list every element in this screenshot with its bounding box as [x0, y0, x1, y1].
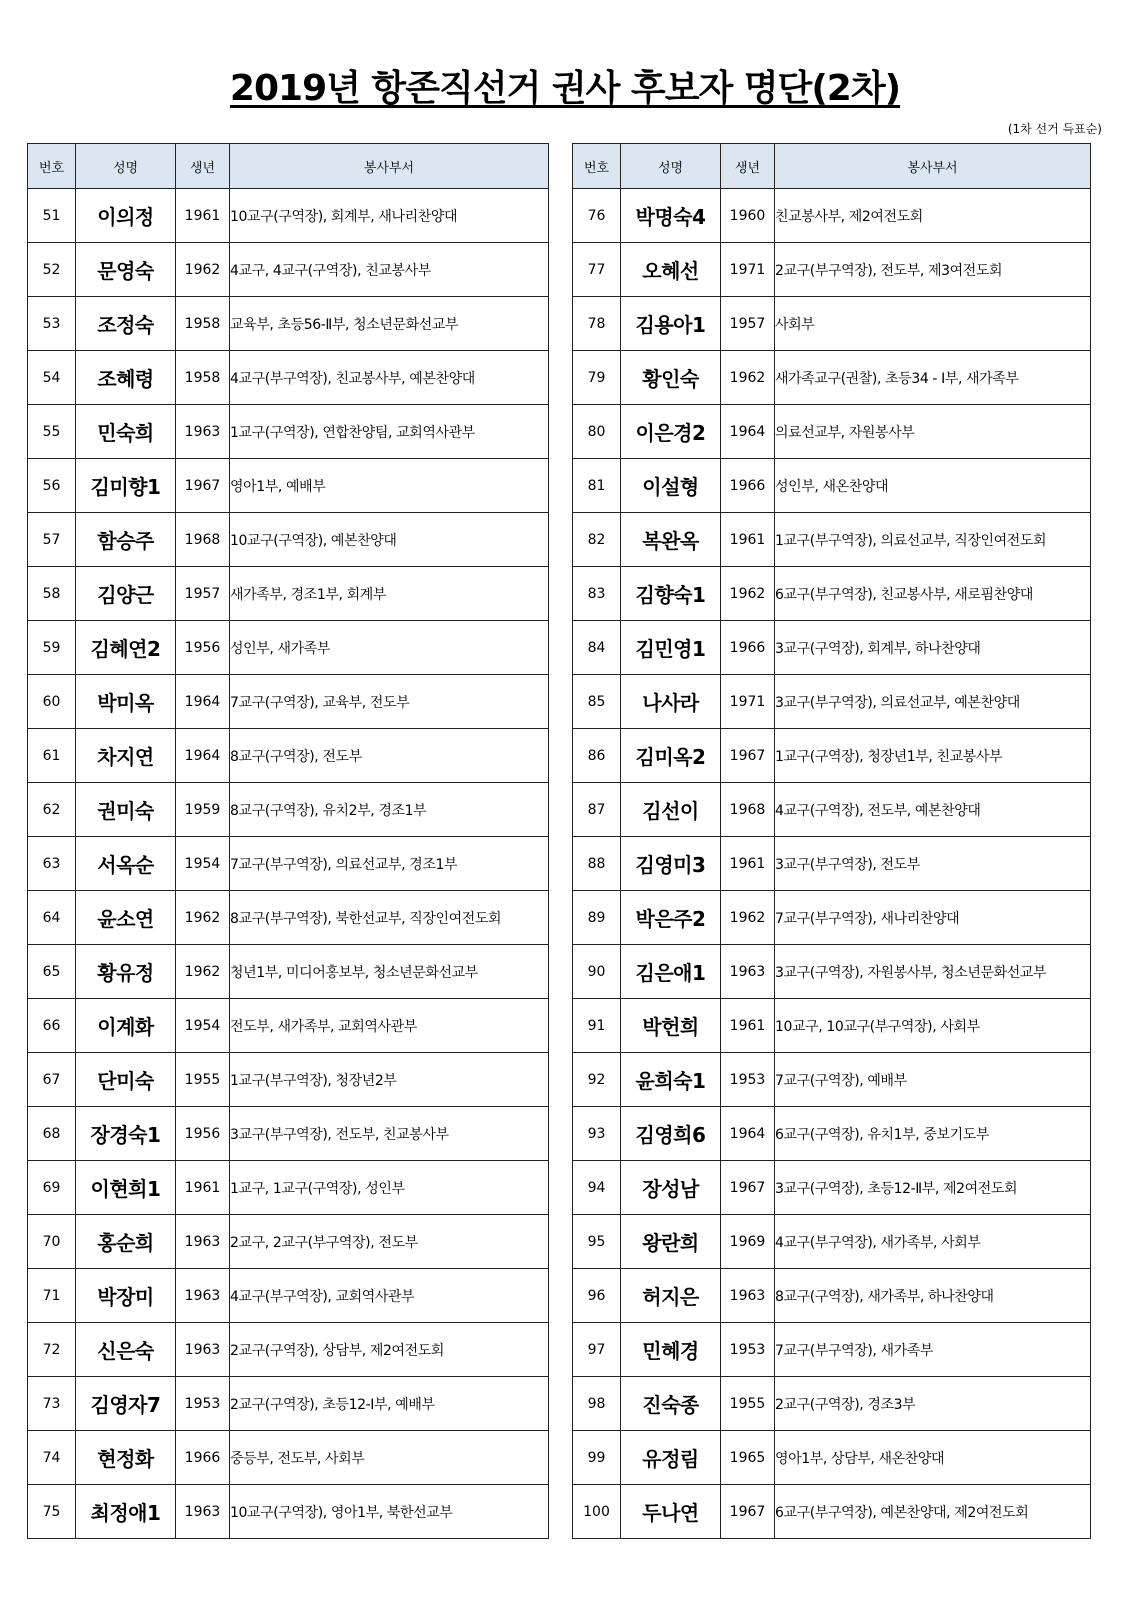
service-departments: 3교구(구역장), 회계부, 하나찬양대 — [775, 621, 1091, 675]
candidate-number: 65 — [28, 945, 76, 999]
candidate-number: 94 — [573, 1161, 621, 1215]
candidate-number: 72 — [28, 1323, 76, 1377]
birth-year: 1964 — [176, 729, 230, 783]
service-departments: 8교구(구역장), 전도부 — [230, 729, 549, 783]
service-departments: 7교구(부구역장), 의료선교부, 경조1부 — [230, 837, 549, 891]
candidate-number: 74 — [28, 1431, 76, 1485]
candidate-number: 75 — [28, 1485, 76, 1539]
table-row — [573, 351, 1091, 405]
birth-year: 1964 — [721, 405, 775, 459]
service-departments: 8교구(부구역장), 북한선교부, 직장인여전도회 — [230, 891, 549, 945]
header-department: 봉사부서 — [775, 144, 1091, 189]
candidate-name: 왕란희 — [621, 1215, 721, 1269]
table-row — [28, 675, 549, 729]
table-row — [573, 297, 1091, 351]
service-departments: 6교구(구역장), 유치1부, 중보기도부 — [775, 1107, 1091, 1161]
birth-year: 1962 — [721, 891, 775, 945]
birth-year: 1962 — [176, 891, 230, 945]
birth-year: 1965 — [721, 1431, 775, 1485]
birth-year: 1962 — [721, 351, 775, 405]
service-departments: 1교구(구역장), 청장년1부, 친교봉사부 — [775, 729, 1091, 783]
table-row — [28, 891, 549, 945]
service-departments: 교육부, 초등56-Ⅱ부, 청소년문화선교부 — [230, 297, 549, 351]
table-row — [28, 297, 549, 351]
service-departments: 친교봉사부, 제2여전도회 — [775, 189, 1091, 243]
candidate-number: 52 — [28, 243, 76, 297]
birth-year: 1967 — [721, 729, 775, 783]
candidate-name: 김미옥2 — [621, 729, 721, 783]
table-row — [28, 513, 549, 567]
service-departments: 3교구(부구역장), 전도부 — [775, 837, 1091, 891]
table-row — [28, 837, 549, 891]
candidate-name: 단미숙 — [76, 1053, 176, 1107]
table-row — [573, 1377, 1091, 1431]
table-row — [28, 1161, 549, 1215]
candidate-name: 이설형 — [621, 459, 721, 513]
service-departments: 영아1부, 예배부 — [230, 459, 549, 513]
birth-year: 1962 — [176, 945, 230, 999]
birth-year: 1958 — [176, 297, 230, 351]
service-departments: 의료선교부, 자원봉사부 — [775, 405, 1091, 459]
service-departments: 4교구, 4교구(구역장), 친교봉사부 — [230, 243, 549, 297]
table-row — [573, 1161, 1091, 1215]
table-row — [28, 243, 549, 297]
candidate-name: 김미향1 — [76, 459, 176, 513]
candidate-name: 복완옥 — [621, 513, 721, 567]
candidate-number: 88 — [573, 837, 621, 891]
table-row — [573, 783, 1091, 837]
sort-note: (1차 선거 득표순) — [1007, 122, 1102, 136]
candidate-name: 함승주 — [76, 513, 176, 567]
birth-year: 1957 — [176, 567, 230, 621]
candidate-number: 96 — [573, 1269, 621, 1323]
candidate-name: 이계화 — [76, 999, 176, 1053]
birth-year: 1964 — [176, 675, 230, 729]
table-row — [28, 1107, 549, 1161]
birth-year: 1963 — [176, 1215, 230, 1269]
candidate-number: 95 — [573, 1215, 621, 1269]
service-departments: 성인부, 새온찬양대 — [775, 459, 1091, 513]
candidate-number: 60 — [28, 675, 76, 729]
service-departments: 2교구(부구역장), 전도부, 제3여전도회 — [775, 243, 1091, 297]
candidate-name: 박은주2 — [621, 891, 721, 945]
service-departments: 3교구(구역장), 초등12-Ⅱ부, 제2여전도회 — [775, 1161, 1091, 1215]
service-departments: 1교구, 1교구(구역장), 성인부 — [230, 1161, 549, 1215]
birth-year: 1955 — [721, 1377, 775, 1431]
candidate-table-right — [572, 143, 1091, 1539]
candidate-name: 박명숙4 — [621, 189, 721, 243]
candidate-number: 83 — [573, 567, 621, 621]
candidate-number: 68 — [28, 1107, 76, 1161]
birth-year: 1967 — [721, 1485, 775, 1539]
candidate-name: 홍순희 — [76, 1215, 176, 1269]
table-row — [573, 513, 1091, 567]
candidate-number: 84 — [573, 621, 621, 675]
candidate-name: 허지은 — [621, 1269, 721, 1323]
candidate-number: 54 — [28, 351, 76, 405]
candidate-name: 민숙희 — [76, 405, 176, 459]
table-row — [28, 621, 549, 675]
birth-year: 1958 — [176, 351, 230, 405]
service-departments: 8교구(구역장), 새가족부, 하나찬양대 — [775, 1269, 1091, 1323]
candidate-number: 76 — [573, 189, 621, 243]
candidate-number: 78 — [573, 297, 621, 351]
candidate-number: 79 — [573, 351, 621, 405]
service-departments: 4교구(부구역장), 교회역사관부 — [230, 1269, 549, 1323]
birth-year: 1959 — [176, 783, 230, 837]
table-row — [573, 1323, 1091, 1377]
candidate-number: 57 — [28, 513, 76, 567]
table-row — [28, 1377, 549, 1431]
birth-year: 1953 — [721, 1053, 775, 1107]
table-body — [28, 189, 549, 1539]
table-row — [573, 1269, 1091, 1323]
candidate-name: 김영미3 — [621, 837, 721, 891]
table-row — [573, 1053, 1091, 1107]
candidate-number: 87 — [573, 783, 621, 837]
table-row — [573, 567, 1091, 621]
birth-year: 1967 — [721, 1161, 775, 1215]
candidate-name: 황인숙 — [621, 351, 721, 405]
candidate-number: 64 — [28, 891, 76, 945]
table-row — [573, 405, 1091, 459]
service-departments: 6교구(부구역장), 친교봉사부, 새로핌찬양대 — [775, 567, 1091, 621]
table-row — [573, 459, 1091, 513]
birth-year: 1957 — [721, 297, 775, 351]
candidate-number: 61 — [28, 729, 76, 783]
birth-year: 1953 — [721, 1323, 775, 1377]
birth-year: 1966 — [721, 459, 775, 513]
service-departments: 10교구(구역장), 영아1부, 북한선교부 — [230, 1485, 549, 1539]
candidate-number: 85 — [573, 675, 621, 729]
service-departments: 1교구(부구역장), 청장년2부 — [230, 1053, 549, 1107]
birth-year: 1968 — [721, 783, 775, 837]
service-departments: 청년1부, 미디어홍보부, 청소년문화선교부 — [230, 945, 549, 999]
candidate-name: 김양근 — [76, 567, 176, 621]
service-departments: 10교구(구역장), 회계부, 새나리찬양대 — [230, 189, 549, 243]
candidate-number: 99 — [573, 1431, 621, 1485]
birth-year: 1967 — [176, 459, 230, 513]
candidate-name: 신은숙 — [76, 1323, 176, 1377]
birth-year: 1963 — [721, 1269, 775, 1323]
candidate-number: 53 — [28, 297, 76, 351]
candidate-name: 진숙종 — [621, 1377, 721, 1431]
service-departments: 7교구(구역장), 예배부 — [775, 1053, 1091, 1107]
candidate-name: 최정애1 — [76, 1485, 176, 1539]
birth-year: 1961 — [721, 513, 775, 567]
table-row — [28, 351, 549, 405]
table-row — [28, 999, 549, 1053]
table-row — [573, 1485, 1091, 1539]
candidate-number: 77 — [573, 243, 621, 297]
birth-year: 1961 — [721, 837, 775, 891]
table-row — [573, 1107, 1091, 1161]
candidate-name: 이현희1 — [76, 1161, 176, 1215]
birth-year: 1963 — [176, 405, 230, 459]
birth-year: 1971 — [721, 243, 775, 297]
candidate-number: 80 — [573, 405, 621, 459]
candidate-number: 69 — [28, 1161, 76, 1215]
candidate-number: 51 — [28, 189, 76, 243]
candidate-name: 문영숙 — [76, 243, 176, 297]
candidate-table-left — [27, 143, 549, 1539]
table-row — [28, 459, 549, 513]
table-row — [573, 891, 1091, 945]
candidate-number: 92 — [573, 1053, 621, 1107]
table-body — [573, 189, 1091, 1539]
birth-year: 1963 — [176, 1323, 230, 1377]
candidate-name: 장경숙1 — [76, 1107, 176, 1161]
candidate-name: 김혜연2 — [76, 621, 176, 675]
birth-year: 1963 — [176, 1269, 230, 1323]
candidate-name: 박미옥 — [76, 675, 176, 729]
table-row — [28, 189, 549, 243]
candidate-name: 김용아1 — [621, 297, 721, 351]
candidate-number: 55 — [28, 405, 76, 459]
birth-year: 1955 — [176, 1053, 230, 1107]
candidate-name: 권미숙 — [76, 783, 176, 837]
table-row — [28, 405, 549, 459]
candidate-number: 89 — [573, 891, 621, 945]
table-row — [573, 837, 1091, 891]
candidate-number: 63 — [28, 837, 76, 891]
table-row — [28, 945, 549, 999]
candidate-name: 유정림 — [621, 1431, 721, 1485]
table-row — [28, 729, 549, 783]
candidate-number: 67 — [28, 1053, 76, 1107]
birth-year: 1963 — [176, 1485, 230, 1539]
candidate-number: 82 — [573, 513, 621, 567]
service-departments: 1교구(부구역장), 의료선교부, 직장인여전도회 — [775, 513, 1091, 567]
candidate-name: 김은애1 — [621, 945, 721, 999]
table-row — [28, 1323, 549, 1377]
birth-year: 1964 — [721, 1107, 775, 1161]
service-departments: 7교구(부구역장), 새나리찬양대 — [775, 891, 1091, 945]
table-row — [573, 189, 1091, 243]
candidate-name: 박헌희 — [621, 999, 721, 1053]
candidate-name: 김영자7 — [76, 1377, 176, 1431]
header-name: 성명 — [76, 144, 176, 189]
service-departments: 3교구(부구역장), 의료선교부, 예본찬양대 — [775, 675, 1091, 729]
candidate-name: 윤희숙1 — [621, 1053, 721, 1107]
header-name: 성명 — [621, 144, 721, 189]
service-departments: 6교구(부구역장), 예본찬양대, 제2여전도회 — [775, 1485, 1091, 1539]
candidate-number: 59 — [28, 621, 76, 675]
service-departments: 4교구(부구역장), 친교봉사부, 예본찬양대 — [230, 351, 549, 405]
service-departments: 8교구(구역장), 유치2부, 경조1부 — [230, 783, 549, 837]
candidate-number: 66 — [28, 999, 76, 1053]
candidate-number: 98 — [573, 1377, 621, 1431]
birth-year: 1961 — [176, 189, 230, 243]
table-row — [28, 1269, 549, 1323]
table-row — [573, 621, 1091, 675]
candidate-number: 86 — [573, 729, 621, 783]
service-departments: 2교구, 2교구(부구역장), 전도부 — [230, 1215, 549, 1269]
candidate-name: 오혜선 — [621, 243, 721, 297]
candidate-number: 71 — [28, 1269, 76, 1323]
candidate-name: 황유정 — [76, 945, 176, 999]
service-departments: 사회부 — [775, 297, 1091, 351]
service-departments: 10교구, 10교구(부구역장), 사회부 — [775, 999, 1091, 1053]
birth-year: 1971 — [721, 675, 775, 729]
candidate-name: 차지연 — [76, 729, 176, 783]
birth-year: 1962 — [176, 243, 230, 297]
header-number: 번호 — [573, 144, 621, 189]
birth-year: 1954 — [176, 837, 230, 891]
candidate-name: 이의정 — [76, 189, 176, 243]
birth-year: 1966 — [176, 1431, 230, 1485]
service-departments: 성인부, 새가족부 — [230, 621, 549, 675]
birth-year: 1968 — [176, 513, 230, 567]
service-departments: 새가족부, 경조1부, 회계부 — [230, 567, 549, 621]
candidate-name: 박장미 — [76, 1269, 176, 1323]
service-departments: 4교구(구역장), 전도부, 예본찬양대 — [775, 783, 1091, 837]
table-row — [573, 1215, 1091, 1269]
birth-year: 1961 — [176, 1161, 230, 1215]
candidate-number: 56 — [28, 459, 76, 513]
header-department: 봉사부서 — [230, 144, 549, 189]
candidate-name: 이은경2 — [621, 405, 721, 459]
table-row — [28, 783, 549, 837]
birth-year: 1956 — [176, 1107, 230, 1161]
service-departments: 7교구(구역장), 교육부, 전도부 — [230, 675, 549, 729]
table-row — [573, 1431, 1091, 1485]
birth-year: 1954 — [176, 999, 230, 1053]
candidate-number: 70 — [28, 1215, 76, 1269]
table-row — [573, 675, 1091, 729]
birth-year: 1953 — [176, 1377, 230, 1431]
service-departments: 4교구(부구역장), 새가족부, 사회부 — [775, 1215, 1091, 1269]
candidate-number: 91 — [573, 999, 621, 1053]
table-row — [28, 1485, 549, 1539]
candidate-name: 조정숙 — [76, 297, 176, 351]
service-departments: 전도부, 새가족부, 교회역사관부 — [230, 999, 549, 1053]
candidate-number: 93 — [573, 1107, 621, 1161]
candidate-number: 97 — [573, 1323, 621, 1377]
service-departments: 2교구(구역장), 경조3부 — [775, 1377, 1091, 1431]
table-row — [573, 729, 1091, 783]
candidate-name: 서옥순 — [76, 837, 176, 891]
birth-year: 1966 — [721, 621, 775, 675]
candidate-name: 김영희6 — [621, 1107, 721, 1161]
page-title: 2019년 항존직선거 권사 후보자 명단(2차) — [229, 68, 901, 109]
service-departments: 영아1부, 상담부, 새온찬양대 — [775, 1431, 1091, 1485]
candidate-name: 윤소연 — [76, 891, 176, 945]
birth-year: 1969 — [721, 1215, 775, 1269]
service-departments: 3교구(구역장), 자원봉사부, 청소년문화선교부 — [775, 945, 1091, 999]
candidate-name: 민혜경 — [621, 1323, 721, 1377]
service-departments: 7교구(부구역장), 새가족부 — [775, 1323, 1091, 1377]
candidate-name: 나사라 — [621, 675, 721, 729]
candidate-number: 81 — [573, 459, 621, 513]
candidate-name: 두나연 — [621, 1485, 721, 1539]
table-row — [28, 567, 549, 621]
birth-year: 1961 — [721, 999, 775, 1053]
header-birth-year: 생년 — [176, 144, 230, 189]
table-row — [573, 945, 1091, 999]
candidate-number: 100 — [573, 1485, 621, 1539]
service-departments: 중등부, 전도부, 사회부 — [230, 1431, 549, 1485]
header-birth-year: 생년 — [721, 144, 775, 189]
table-row — [28, 1215, 549, 1269]
candidate-name: 조혜령 — [76, 351, 176, 405]
service-departments: 10교구(구역장), 예본찬양대 — [230, 513, 549, 567]
table-row — [573, 243, 1091, 297]
service-departments: 새가족교구(권찰), 초등34 - Ⅰ부, 새가족부 — [775, 351, 1091, 405]
table-row — [28, 1053, 549, 1107]
birth-year: 1956 — [176, 621, 230, 675]
table-header-row — [573, 144, 1091, 189]
candidate-number: 90 — [573, 945, 621, 999]
service-departments: 2교구(구역장), 초등12-Ⅰ부, 예배부 — [230, 1377, 549, 1431]
service-departments: 2교구(구역장), 상담부, 제2여전도회 — [230, 1323, 549, 1377]
candidate-name: 현정화 — [76, 1431, 176, 1485]
candidate-name: 장성남 — [621, 1161, 721, 1215]
service-departments: 3교구(부구역장), 전도부, 친교봉사부 — [230, 1107, 549, 1161]
candidate-name: 김민영1 — [621, 621, 721, 675]
birth-year: 1962 — [721, 567, 775, 621]
birth-year: 1963 — [721, 945, 775, 999]
candidate-name: 김선이 — [621, 783, 721, 837]
table-header-row — [28, 144, 549, 189]
table-row — [28, 1431, 549, 1485]
candidate-number: 58 — [28, 567, 76, 621]
candidate-number: 73 — [28, 1377, 76, 1431]
service-departments: 1교구(구역장), 연합찬양팀, 교회역사관부 — [230, 405, 549, 459]
candidate-number: 62 — [28, 783, 76, 837]
table-row — [573, 999, 1091, 1053]
header-number: 번호 — [28, 144, 76, 189]
candidate-name: 김향숙1 — [621, 567, 721, 621]
birth-year: 1960 — [721, 189, 775, 243]
